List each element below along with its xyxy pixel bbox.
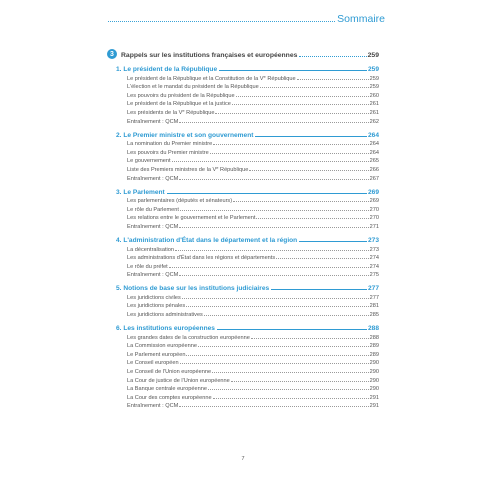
entry-page-number: 273 (369, 246, 379, 253)
entry-page-number: 290 (369, 377, 379, 384)
entry-page-number: 265 (369, 158, 379, 165)
entry-title-text: Le rôle du Parlement (127, 206, 179, 213)
toc-entry[interactable] (127, 341, 379, 350)
entry-leader (179, 122, 368, 123)
entry-leader (179, 275, 368, 276)
entry-title-superscript: e (263, 73, 266, 79)
toc-entry[interactable] (127, 309, 379, 318)
section-leader (167, 193, 367, 194)
entry-title-text: Les parlementaires (députés et sénateurs) (127, 198, 233, 205)
toc-entry[interactable] (127, 270, 379, 279)
entry-title-text: Les juridictions pénales (127, 303, 186, 310)
toc-entry[interactable] (127, 156, 379, 165)
entry-title (127, 158, 171, 164)
toc-entry[interactable] (127, 332, 379, 341)
entry-title (127, 93, 235, 99)
entry-page-number: 285 (369, 312, 379, 319)
entry-page-number: 267 (369, 175, 379, 182)
section-heading[interactable] (116, 129, 379, 139)
entry-page-number: 289 (369, 343, 379, 350)
section-page-number: 259 (367, 66, 379, 73)
entry-title (127, 312, 203, 318)
toc-entry[interactable] (127, 261, 379, 270)
entry-leader (169, 267, 369, 268)
entry-leader (210, 153, 369, 154)
entry-leader (251, 338, 369, 339)
entry-page-number: 264 (369, 149, 379, 156)
toc-section (116, 186, 379, 230)
entry-title (127, 108, 214, 116)
entry-title-suffix: République (218, 166, 249, 173)
entry-page-number: 291 (369, 403, 379, 410)
section-leader (271, 289, 367, 290)
toc-entry[interactable] (127, 196, 379, 205)
entry-title-text: Les relations entre le gouvernement et le Parlement (127, 215, 256, 222)
toc-entry[interactable] (127, 301, 379, 310)
entry-page-number: 259 (369, 75, 379, 82)
entry-title (127, 295, 181, 301)
entry-title (127, 141, 212, 147)
entry-title (127, 378, 230, 384)
entry-title (127, 343, 197, 349)
toc-entry[interactable] (127, 349, 379, 358)
entry-title-text: Entraînement : QCM (127, 175, 179, 182)
entry-leader (212, 372, 369, 373)
toc-entry[interactable] (127, 253, 379, 262)
section-heading[interactable] (116, 186, 379, 196)
toc-entry[interactable] (127, 384, 379, 393)
toc-section (116, 234, 379, 278)
section-leader (217, 329, 367, 330)
toc-entry[interactable] (127, 90, 379, 99)
entry-leader (233, 201, 369, 202)
entry-title (127, 215, 255, 221)
entry-title-text: Le Parlement européen (127, 351, 186, 358)
page-number: 7 (241, 456, 245, 462)
entry-page-number: 288 (369, 334, 379, 341)
entry-title-text: Les juridictions civiles (127, 294, 181, 301)
entry-page-number: 277 (369, 294, 379, 301)
entry-title-text: Les pouvoirs du président de la République (127, 92, 235, 99)
entry-title (127, 150, 209, 156)
entry-leader (179, 227, 368, 228)
entry-title (127, 84, 259, 90)
entry-title (127, 247, 174, 253)
toc-entry[interactable] (127, 366, 379, 375)
entry-title (127, 272, 178, 278)
entry-title-suffix: République (184, 109, 215, 116)
entry-leader (215, 113, 368, 114)
entry-title (127, 360, 179, 366)
entry-leader (186, 306, 369, 307)
entry-title-text: La décentralisation (127, 246, 174, 253)
entry-title (127, 255, 275, 261)
entry-title (127, 165, 248, 173)
entry-title-text: Le Conseil de l'Union européenne (127, 369, 212, 376)
entry-title-text: Le rôle du préfet (127, 263, 168, 270)
entry-title (127, 303, 185, 309)
chapter-leader (299, 56, 366, 57)
entry-title (127, 264, 168, 270)
entry-page-number: 261 (369, 101, 379, 108)
entry-title-text: Les pouvoirs du Premier ministre (127, 149, 209, 156)
entry-title (127, 335, 250, 341)
section-leader (219, 70, 367, 71)
toc-entry[interactable] (127, 73, 379, 82)
entry-title (127, 369, 211, 375)
entry-title-suffix: République (265, 75, 296, 82)
chapter-number-badge: 3 (107, 49, 117, 59)
entry-leader (249, 170, 368, 171)
entry-page-number: 260 (369, 92, 379, 99)
entry-title (127, 386, 207, 392)
entry-title-text: Entraînement : QCM (127, 118, 179, 125)
sections-list (107, 63, 379, 409)
toc-entry[interactable] (127, 292, 379, 301)
toc-entry[interactable] (127, 204, 379, 213)
section-page-number: 264 (367, 131, 379, 139)
toc-entry[interactable] (127, 147, 379, 156)
entry-title-text: Liste des Premiers ministres de la V (127, 166, 217, 173)
section-page-number: 273 (367, 236, 379, 244)
entry-title-text: La Cour des comptes européenne (127, 394, 212, 401)
section-title: 1. Le président de la République (116, 66, 218, 73)
section-heading[interactable] (116, 322, 379, 332)
entry-page-number: 290 (369, 360, 379, 367)
entry-leader (231, 381, 369, 382)
header-title: Sommaire (337, 13, 385, 25)
section-title: 5. Notions de base sur les institutions judiciaires (116, 285, 270, 293)
entry-page-number: 291 (369, 394, 379, 401)
toc-section (116, 322, 379, 409)
entry-page-number: 262 (369, 118, 379, 125)
entry-page-number: 290 (369, 386, 379, 393)
entry-leader (180, 210, 369, 211)
chapter-page-number: 259 (367, 52, 379, 59)
entry-leader (204, 315, 369, 316)
entry-leader (182, 298, 369, 299)
section-title: 6. Les institutions européennes (116, 325, 215, 333)
entry-title (127, 119, 178, 125)
entry-title-text: L'élection et le mandat du président de la République (127, 84, 259, 91)
toc-section (116, 282, 379, 318)
entry-page-number: 289 (369, 351, 379, 358)
entry-page-number: 269 (369, 198, 379, 205)
entry-page-number: 270 (369, 215, 379, 222)
entry-leader (208, 389, 369, 390)
entry-leader (260, 87, 369, 88)
toc-section (116, 63, 379, 125)
entry-page-number: 281 (369, 303, 379, 310)
entry-title (127, 207, 179, 213)
toc-entry[interactable] (127, 173, 379, 182)
entry-title-text: Les grandes dates de la construction européenne (127, 334, 250, 341)
entry-leader (236, 96, 369, 97)
entry-title-text: La Commission européenne (127, 343, 197, 350)
toc-entry[interactable] (127, 244, 379, 253)
entry-page-number: 275 (369, 272, 379, 279)
entry-leader (276, 258, 369, 259)
entry-title-text: Entraînement : QCM (127, 223, 179, 230)
entry-title (127, 403, 178, 409)
entry-title (127, 352, 185, 358)
entry-page-number: 274 (369, 255, 379, 262)
entry-leader (179, 179, 368, 180)
header-dotted-rule (108, 21, 335, 22)
chapter-title: Rappels sur les institutions françaises et européennes (121, 52, 298, 59)
section-page-number: 288 (367, 325, 379, 333)
entry-title (127, 74, 296, 82)
entry-title (127, 101, 231, 107)
entry-page-number: 261 (369, 109, 379, 116)
entry-leader (175, 250, 369, 251)
running-header (108, 11, 385, 25)
entry-title-text: Entraînement : QCM (127, 272, 179, 279)
entry-title (127, 224, 178, 230)
entry-page-number: 290 (369, 369, 379, 376)
section-page-number: 269 (367, 188, 379, 196)
entry-title (127, 176, 178, 182)
section-title: 4. L'administration d'État dans le département et la région (116, 236, 298, 244)
toc-entry[interactable] (127, 164, 379, 173)
entry-leader (186, 355, 368, 356)
section-heading[interactable] (116, 234, 379, 244)
toc-entry[interactable] (127, 401, 379, 410)
toc-entry[interactable] (127, 139, 379, 148)
chapter-heading[interactable] (107, 47, 379, 59)
entry-leader (213, 398, 369, 399)
entry-page-number: 274 (369, 263, 379, 270)
entry-page-number: 270 (369, 206, 379, 213)
entry-page-number: 266 (369, 166, 379, 173)
entry-title-text: Le président de la République et la Constitution de la V (127, 75, 264, 82)
entry-title-text: Le Conseil européen (127, 360, 179, 367)
entry-title-superscript: e (216, 164, 219, 170)
toc-entry[interactable] (127, 213, 379, 222)
entry-leader (297, 79, 369, 80)
entry-title-text: Le gouvernement (127, 158, 171, 165)
toc-entry[interactable] (127, 116, 379, 125)
entry-page-number: 271 (369, 223, 379, 230)
table-of-contents (107, 47, 379, 409)
entry-title-text: Entraînement : QCM (127, 403, 179, 410)
entry-title-superscript: e (182, 107, 185, 113)
entry-title-text: Les juridictions administratives (127, 312, 203, 319)
entry-leader (256, 218, 368, 219)
entry-title-text: Le président de la République et la justice (127, 101, 231, 108)
entry-title (127, 198, 232, 204)
section-leader (255, 136, 367, 137)
section-title: 3. Le Parlement (116, 188, 165, 196)
toc-entry[interactable] (127, 107, 379, 116)
entry-leader (179, 406, 368, 407)
section-heading[interactable] (116, 63, 379, 73)
entry-title-text: La Cour de justice de l'Union européenne (127, 377, 230, 384)
entry-title-text: La nomination du Premier ministre (127, 141, 213, 148)
entry-title-text: Les administrations d'État dans les régions et départements (127, 255, 276, 262)
entry-leader (232, 104, 369, 105)
entry-page-number: 259 (369, 84, 379, 91)
entry-leader (172, 161, 369, 162)
entry-page-number: 264 (369, 141, 379, 148)
entry-leader (180, 363, 369, 364)
toc-entry[interactable] (127, 375, 379, 384)
toc-entry[interactable] (127, 99, 379, 108)
toc-entry[interactable] (127, 221, 379, 230)
section-heading[interactable] (116, 282, 379, 292)
section-page-number: 277 (367, 285, 379, 293)
toc-entry[interactable] (127, 358, 379, 367)
section-leader (299, 241, 367, 242)
toc-entry[interactable] (127, 392, 379, 401)
entry-title-text: Les présidents de la V (127, 109, 183, 116)
entry-title-text: La Banque centrale européenne (127, 386, 207, 393)
entry-leader (198, 346, 369, 347)
section-title: 2. Le Premier ministre et son gouvernement (116, 131, 254, 139)
entry-leader (213, 144, 368, 145)
toc-entry[interactable] (127, 82, 379, 91)
entry-title (127, 395, 212, 401)
toc-section (116, 129, 379, 182)
